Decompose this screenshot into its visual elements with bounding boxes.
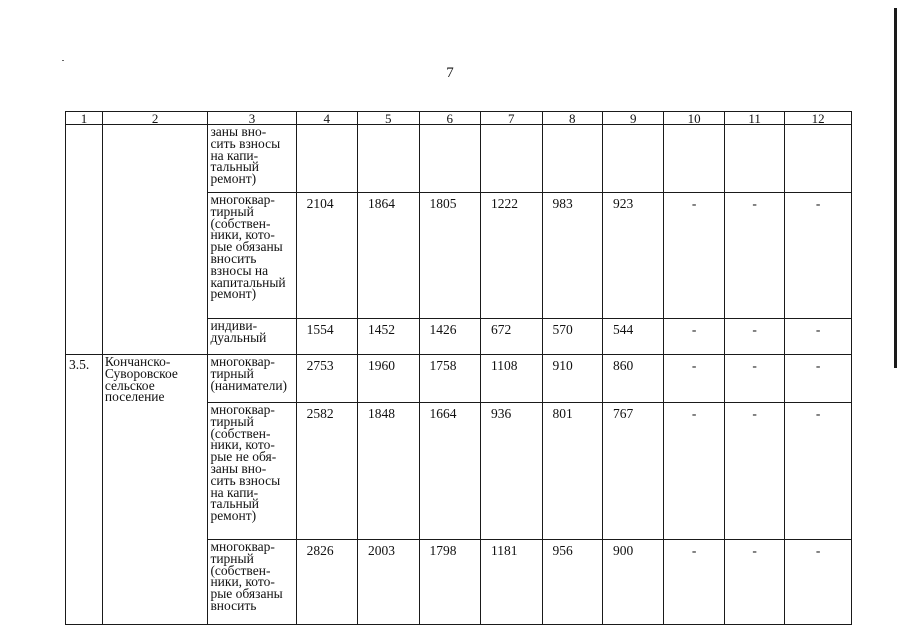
value-cell: 2826 — [296, 540, 357, 625]
housing-type-cell: индиви- дуальный — [208, 319, 296, 355]
table-header-row — [66, 112, 852, 125]
housing-type-cell: многоквар- тирный (собствен- ники, кото- рые не обя- заны вно- сить взносы на капи- тальный ремонт) — [208, 403, 296, 540]
value-cell — [542, 125, 602, 193]
value-cell: 767 — [602, 403, 663, 540]
table-row — [66, 125, 852, 193]
column-header: 1 — [66, 112, 103, 125]
housing-type-cell: заны вно- сить взносы на капи- тальный ремонт) — [208, 125, 296, 193]
column-header: 9 — [602, 112, 663, 125]
value-cell: 1181 — [481, 540, 542, 625]
value-cell — [481, 125, 542, 193]
value-cell: 2582 — [296, 403, 357, 540]
value-cell: 900 — [602, 540, 663, 625]
value-cell: 1108 — [481, 355, 542, 403]
value-cell: 923 — [602, 193, 663, 319]
value-cell: 956 — [542, 540, 602, 625]
column-header: 2 — [102, 112, 208, 125]
column-header: 8 — [542, 112, 602, 125]
settlement-name-cell: Кончанско- Суворовское сельское поселение — [102, 355, 208, 625]
value-cell: - — [664, 540, 724, 625]
value-cell: - — [724, 355, 784, 403]
value-cell — [296, 125, 357, 193]
value-cell: - — [785, 403, 852, 540]
housing-type-cell: многоквар- тирный (собствен- ники, кото- рые обязаны вносить — [208, 540, 296, 625]
value-cell: 570 — [542, 319, 602, 355]
value-cell: - — [664, 319, 724, 355]
scan-edge-line — [894, 8, 897, 368]
value-cell: 544 — [602, 319, 663, 355]
value-cell: - — [724, 193, 784, 319]
value-cell: 1864 — [358, 193, 419, 319]
value-cell: 983 — [542, 193, 602, 319]
value-cell: - — [724, 403, 784, 540]
value-cell: 2104 — [296, 193, 357, 319]
value-cell: 936 — [481, 403, 542, 540]
value-cell — [602, 125, 663, 193]
value-cell: 1452 — [358, 319, 419, 355]
column-header: 7 — [481, 112, 542, 125]
value-cell — [664, 125, 724, 193]
column-header: 10 — [664, 112, 724, 125]
value-cell: 1805 — [419, 193, 480, 319]
column-header: 12 — [785, 112, 852, 125]
value-cell: - — [785, 193, 852, 319]
row-code-cell: 3.5. — [66, 355, 103, 625]
value-cell: 1848 — [358, 403, 419, 540]
value-cell: - — [785, 355, 852, 403]
table-row — [66, 355, 852, 403]
value-cell: 1664 — [419, 403, 480, 540]
row-code-cell — [66, 125, 103, 355]
value-cell: 1222 — [481, 193, 542, 319]
column-header: 4 — [296, 112, 357, 125]
column-header: 6 — [419, 112, 480, 125]
scan-artifact-dot — [62, 60, 64, 61]
column-header: 5 — [358, 112, 419, 125]
value-cell: 1798 — [419, 540, 480, 625]
value-cell: 1554 — [296, 319, 357, 355]
value-cell — [724, 125, 784, 193]
page-number: 7 — [446, 65, 454, 81]
value-cell: - — [724, 319, 784, 355]
settlement-name-cell — [102, 125, 208, 355]
value-cell: 860 — [602, 355, 663, 403]
value-cell: - — [785, 540, 852, 625]
housing-type-cell: многоквар- тирный (наниматели) — [208, 355, 296, 403]
value-cell: 2753 — [296, 355, 357, 403]
value-cell: - — [724, 540, 784, 625]
value-cell: 1426 — [419, 319, 480, 355]
data-table — [65, 111, 852, 625]
value-cell: - — [664, 355, 724, 403]
value-cell: - — [785, 319, 852, 355]
column-header: 3 — [208, 112, 296, 125]
value-cell: 2003 — [358, 540, 419, 625]
value-cell: 910 — [542, 355, 602, 403]
value-cell: - — [664, 193, 724, 319]
value-cell: - — [664, 403, 724, 540]
value-cell — [785, 125, 852, 193]
value-cell — [358, 125, 419, 193]
value-cell — [419, 125, 480, 193]
value-cell: 672 — [481, 319, 542, 355]
value-cell: 801 — [542, 403, 602, 540]
value-cell: 1960 — [358, 355, 419, 403]
housing-type-cell: многоквар- тирный (собствен- ники, кото- рые обязаны вносить взносы на капитальный ремонт) — [208, 193, 296, 319]
column-header: 11 — [724, 112, 784, 125]
value-cell: 1758 — [419, 355, 480, 403]
